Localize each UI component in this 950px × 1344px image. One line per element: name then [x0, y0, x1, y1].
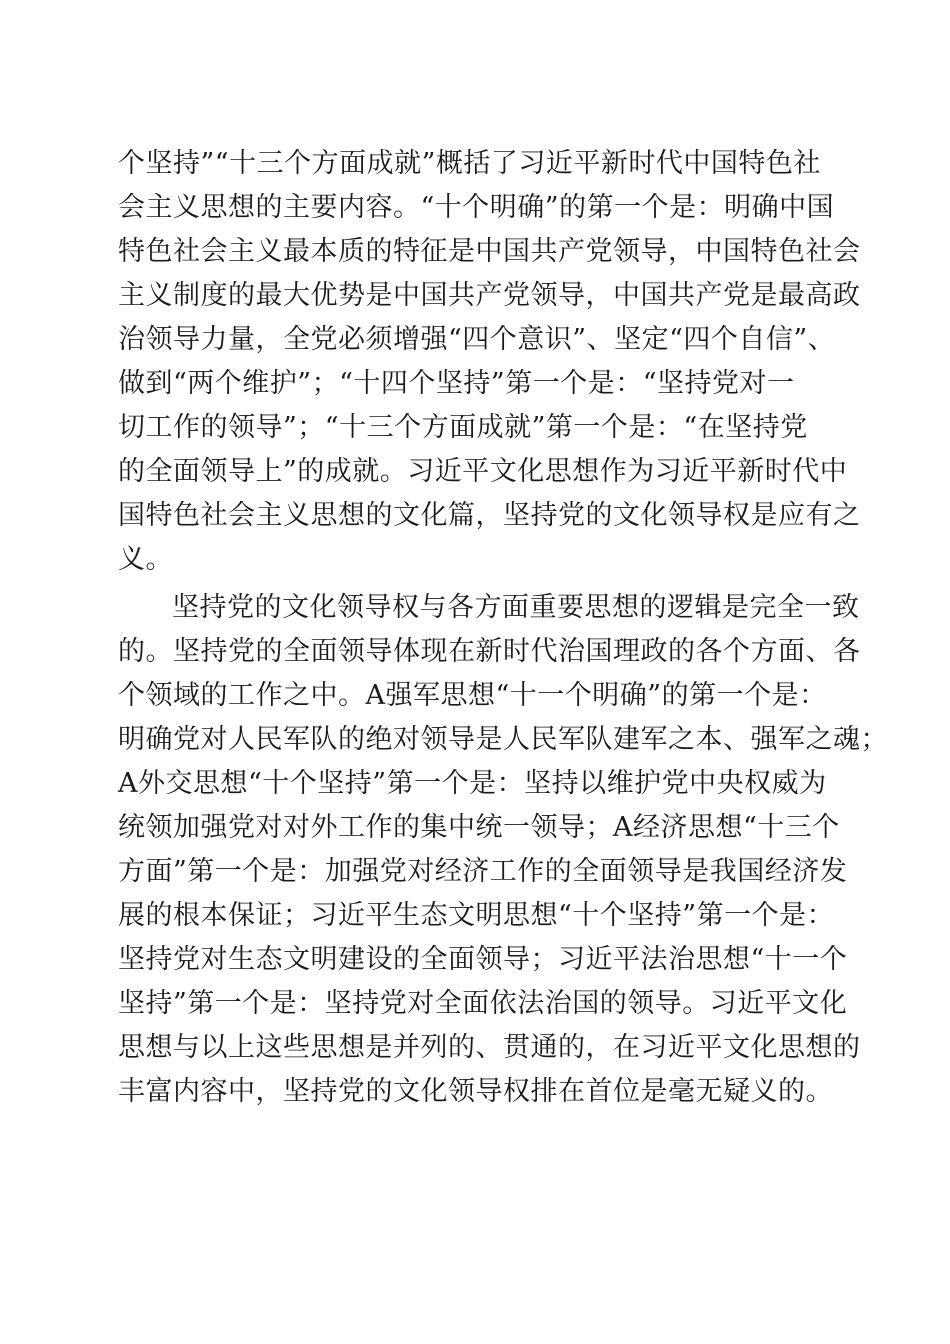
text-line: 的。坚持党的全面领导体现在新时代治国理政的各个方面、各	[118, 636, 861, 667]
text-line: 主义制度的最大优势是中国共产党领导，中国共产党是最高政	[118, 280, 861, 311]
text-line: A外交思想“十个坚持”第一个是：坚持以维护党中央权威为	[118, 768, 827, 799]
text-line: 丰富内容中，坚持党的文化领导权排在首位是毫无疑义的。	[118, 1076, 833, 1107]
text-line: 做到“两个维护”；“十四个坚持”第一个是：“坚持党对一	[118, 368, 795, 399]
text-line: 个坚持”“十三个方面成就”概括了习近平新时代中国特色社	[118, 148, 821, 179]
text-line: 会主义思想的主要内容。“十个明确”的第一个是：明确中国	[118, 192, 835, 223]
text-line: 国特色社会主义思想的文化篇，坚持党的文化领导权是应有之	[118, 500, 861, 531]
text-line: 思想与以上这些思想是并列的、贯通的，在习近平文化思想的	[118, 1032, 861, 1063]
text-line: 的全面领导上”的成就。习近平文化思想作为习近平新时代中	[118, 456, 848, 487]
text-line: 方面”第一个是：加强党对经济工作的全面领导是我国经济发	[118, 856, 848, 887]
text-line: 明确党对人民军队的绝对领导是人民军队建军之本、强军之魂；	[118, 724, 888, 755]
text-line: 坚持”第一个是：坚持党对全面依法治国的领导。习近平文化	[118, 988, 848, 1019]
text-line: 切工作的领导”；“十三个方面成就”第一个是：“在坚持党	[118, 412, 808, 443]
text-line: 义。	[118, 544, 173, 575]
text-line: 治领导力量，全党必须增强“四个意识”、坚定“四个自信”、	[118, 324, 836, 355]
text-line: 坚持党的文化领导权与各方面重要思想的逻辑是完全一致	[172, 592, 860, 623]
text-line: 坚持党对生态文明建设的全面领导；习近平法治思想“十一个	[118, 944, 848, 975]
text-line: 统领加强党对对外工作的集中统一领导；A经济思想“十三个	[118, 812, 840, 843]
text-line: 展的根本保证；习近平生态文明思想“十个坚持”第一个是：	[118, 900, 835, 931]
text-line: 特色社会主义最本质的特征是中国共产党领导，中国特色社会	[118, 236, 861, 267]
text-line: 个领域的工作之中。A强军思想“十一个明确”的第一个是：	[118, 680, 827, 711]
